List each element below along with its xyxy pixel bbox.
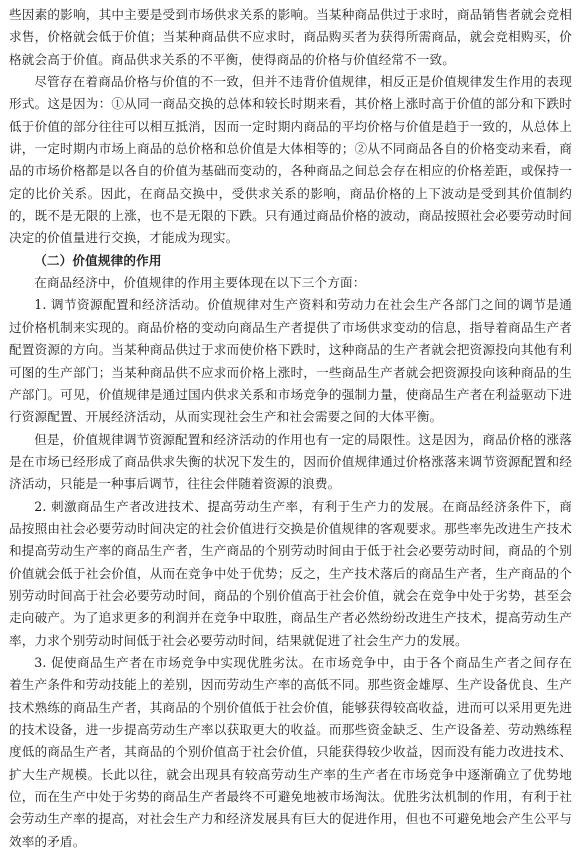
paragraph-intro-continuation: 些因素的影响，其中主要是受到市场供求关系的影响。当某种商品供过于求时，商品销售者就会竞相求售，价格就会低于价值；当某种商品供不应求时，商品购买者为获得所需商品，就会竞相购买，价格就会高于价值。商品供求关系的不平衡，使得商品的价格与价值经常不一致。 [9, 7, 572, 67]
document-page [9, 4, 572, 853]
paragraph-point-2: 2. 刺激商品生产者改进技术、提高劳动生产率，有利于生产力的发展。在商品经济条件下，商品按照由社会必要劳动时间决定的社会价值进行交换是价值规律的客观要求。那些率先改进生产技术和提高劳动生产率的商品生产者，生产商品的个别劳动时间由于低于社会必要劳动时间，商品的个别价值就会低于社会价值，从而在竞争中处于优势；反之，生产技术落后的商品生产者，生产商品的个别劳动时间高于社会必要劳动时间，商品的个别价值高于社会价值，就会在竞争中处于劣势，甚至会走向破产。为了追求更多的利润并在竞争中取胜，商品生产者必然纷纷改进生产技术，提高劳动生产率，力求个别劳动时间低于社会必要劳动时间，结果就促进了社会生产力的发展。 [9, 498, 572, 648]
paragraph-point-3: 3. 促使商品生产者在市场竞争中实现优胜劣汰。在市场竞争中，由于各个商品生产者之间存在着生产条件和劳动技能上的差别，因而劳动生产率的高低不同。那些资金雄厚、生产设备优良、生产技术熟练的商品生产者，其商品的个别价值低于社会价值，能够获得较高收益，进而可以采用更先进的技术设备，进一步提高劳动生产率以获取更大的收益。而那些资金缺乏、生产设备差、劳动熟练程度低的商品生产者，其商品的个别价值高于社会价值，只能获得较少收益，因而没有能力改进技术、扩大生产规模。长此以往，就会出现具有较高劳动生产率的生产者在市场竞争中逐渐确立了优势地位，而在生产中处于劣势的商品生产者最终不可避免地被市场淘汰。优胜劣汰机制的作用，有利于社会劳动生产率的提高，对社会生产力和经济发展具有巨大的促进作用，但也不可避免地会产生公平与效率的矛盾。 [9, 654, 572, 849]
paragraph-point-1-limitation: 但是，价值规律调节资源配置和经济活动的作用也有一定的局限性。这是因为，商品价格的涨落是在市场已经形成了商品供求失衡的状况下发生的，因而价值规律通过价格涨落来调节资源配置和经济活动，只能是一种事后调节，往往会伴随着资源的浪费。 [9, 431, 572, 492]
paragraph-price-value-deviation: 尽管存在着商品价格与价值的不一致，但并不违背价值规律，相反正是价值规律发生作用的表现形式。这是因为：①从同一商品交换的总体和较长时期来看，其价格上涨时高于价值的部分和下跌时低于价值的部分往往可以相互抵消，因而一定时期内商品的平均价格与价值是趋于一致的，从总体上讲，一定时期内市场上商品的总价格和总价值是大体相等的；②从不同商品各自的价格变动来看，商品的市场价格都是以各自的价值为基础而变动的，各种商品之间总会存在相应的价格差距，或保持一定的比价关系。因此，在商品交换中，受供求关系的影响，商品价格的上下波动是受到其价值制约的，既不是无限的上涨，也不是无限的下跌。只有通过商品价格的波动，商品按照社会必要劳动时间决定的价值量进行交换，才能成为现实。 [9, 74, 572, 246]
paragraph-point-1: 1. 调节资源配置和经济活动。价值规律对生产资料和劳动力在社会生产各部门之间的调节是通过价格机制来实现的。商品价格的变动向商品生产者提供了市场供求变动的信息，指导着商品生产者配置资源的方向。当某种商品供过于求而使价格下跌时，这种商品的生产者就会把资源投向其他有利可图的生产部门；当某种商品供不应求而价格上涨时，一些商品生产者就会把资源投向该种商品的生产部门。可见，价值规律是通过国内供求关系和市场竞争的强制力量，使商品生产者在利益驱动下进行资源配置、开展经济活动，从而实现社会生产和社会需要之间的大体平衡。 [9, 297, 572, 425]
section-heading: （二）价值规律的作用 [34, 252, 162, 268]
paragraph-section-intro: 在商品经济中，价值规律的作用主要体现在以下三个方面： [34, 275, 366, 291]
